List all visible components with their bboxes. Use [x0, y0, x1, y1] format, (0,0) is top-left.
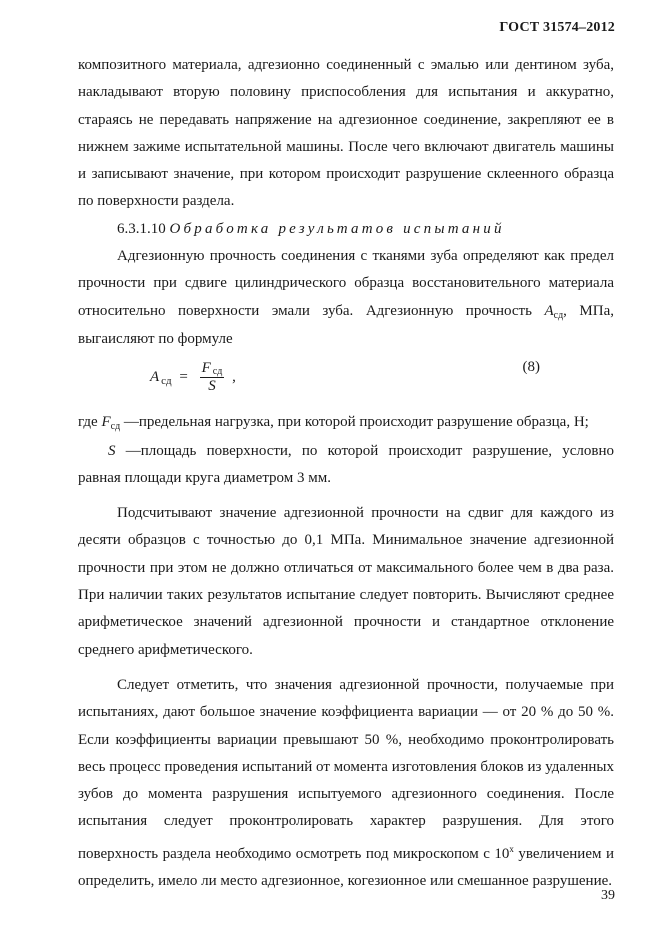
- area-symbol: S: [108, 442, 116, 459]
- formula-row: [78, 353, 614, 409]
- formula-lhs-symbol: A: [150, 368, 160, 385]
- paragraph-4-text: Следует отметить, что значения адгезионной прочности, получаемые при испытаниях, дают большое значение коэффициента вариации — от 20 % до 50 %. Если коэффициенты вариации превышают 50 %, необходимо проконтролировать весь процесс проведения испытаний от момента изготовления блоков из удаленных зубов до момента разрушения испытуемого адгезионного соединения. После испытания следует проконтролировать характер разрушения. Для этого поверхность раздела необходимо осмотреть под микроскопом с 10: [78, 676, 614, 862]
- paragraph-2-tail: , МПа, выгаисляют по формуле: [78, 302, 614, 347]
- paragraph-2-text: Адгезионную прочность соединения с тканями зуба определяют как предел прочности при сдвиге цилиндрического образца восстановительного материала относительно поверхности эмали зуба. Адгезионную прочность: [78, 248, 614, 319]
- formula-equals: =: [179, 369, 188, 386]
- formula-fraction: [200, 361, 225, 394]
- paragraph-1: композитного материала, адгезионно соединенный с эмалью или дентином зуба, накладывают вторую половину приспособления для испытания и аккуратно, стараясь не передавать напряжение на адгезионное соединение, закрепляют ее в нижнем зажиме испытательной машины. После чего включают двигатель машины и записывают значение, при котором происходит разрушение склеенного образца по поверхности раздела.: [78, 57, 614, 210]
- area-text: —площадь поверхности, по которой происходит разрушение, условно равная площади круга диаметром 3 мм.: [78, 442, 614, 486]
- formula-lhs: [150, 369, 172, 385]
- paragraph-2: [78, 243, 614, 353]
- magnification-superscript: x: [509, 843, 514, 854]
- section-heading: [78, 216, 614, 243]
- formula-numerator-symbol: F: [201, 360, 211, 377]
- formula: [150, 361, 236, 394]
- formula-trailing: ,: [232, 369, 236, 386]
- document-header: ГОСТ 31574–2012: [499, 20, 615, 35]
- where-text: —предельная нагрузка, при которой происходит разрушение образца, Н;: [120, 414, 589, 431]
- spacer: [78, 492, 614, 500]
- formula-numerator-subscript: сд: [212, 366, 223, 378]
- area-definition: [78, 438, 614, 493]
- paragraph-4: [78, 672, 614, 895]
- formula-numerator: [200, 361, 225, 378]
- equation-number: (8): [522, 359, 540, 376]
- formula-denominator: S: [208, 378, 216, 395]
- paragraph-4-tail: увеличением и определить, имело ли место адгезионное, когезионное или смешанное разрушение.: [78, 845, 614, 890]
- where-line: [78, 409, 614, 437]
- force-symbol: F: [101, 414, 111, 431]
- spacer: [78, 664, 614, 672]
- page-number: 39: [601, 888, 615, 903]
- section-number: 6.3.1.10: [117, 220, 166, 237]
- body-text: [78, 52, 614, 895]
- where-prefix: где: [78, 414, 102, 431]
- formula-lhs-subscript: сд: [161, 374, 172, 387]
- force-symbol-subscript: сд: [110, 421, 121, 433]
- paragraph-3: Подсчитывают значение адгезионной прочности на сдвиг для каждого из десяти образцов с точностью до 0,1 МПа. Минимальное значение адгезионной прочности при этом не должно отличаться от максимального более чем в два раза. При наличии таких результатов испытание следует повторить. Вычисляют среднее арифметическое значений адгезионной прочности и стандартное отклонение среднего арифметического.: [78, 505, 614, 658]
- strength-symbol-subscript: сд: [553, 309, 564, 321]
- strength-symbol: A: [544, 302, 554, 319]
- section-title: Обработка результатов испытаний: [169, 220, 505, 237]
